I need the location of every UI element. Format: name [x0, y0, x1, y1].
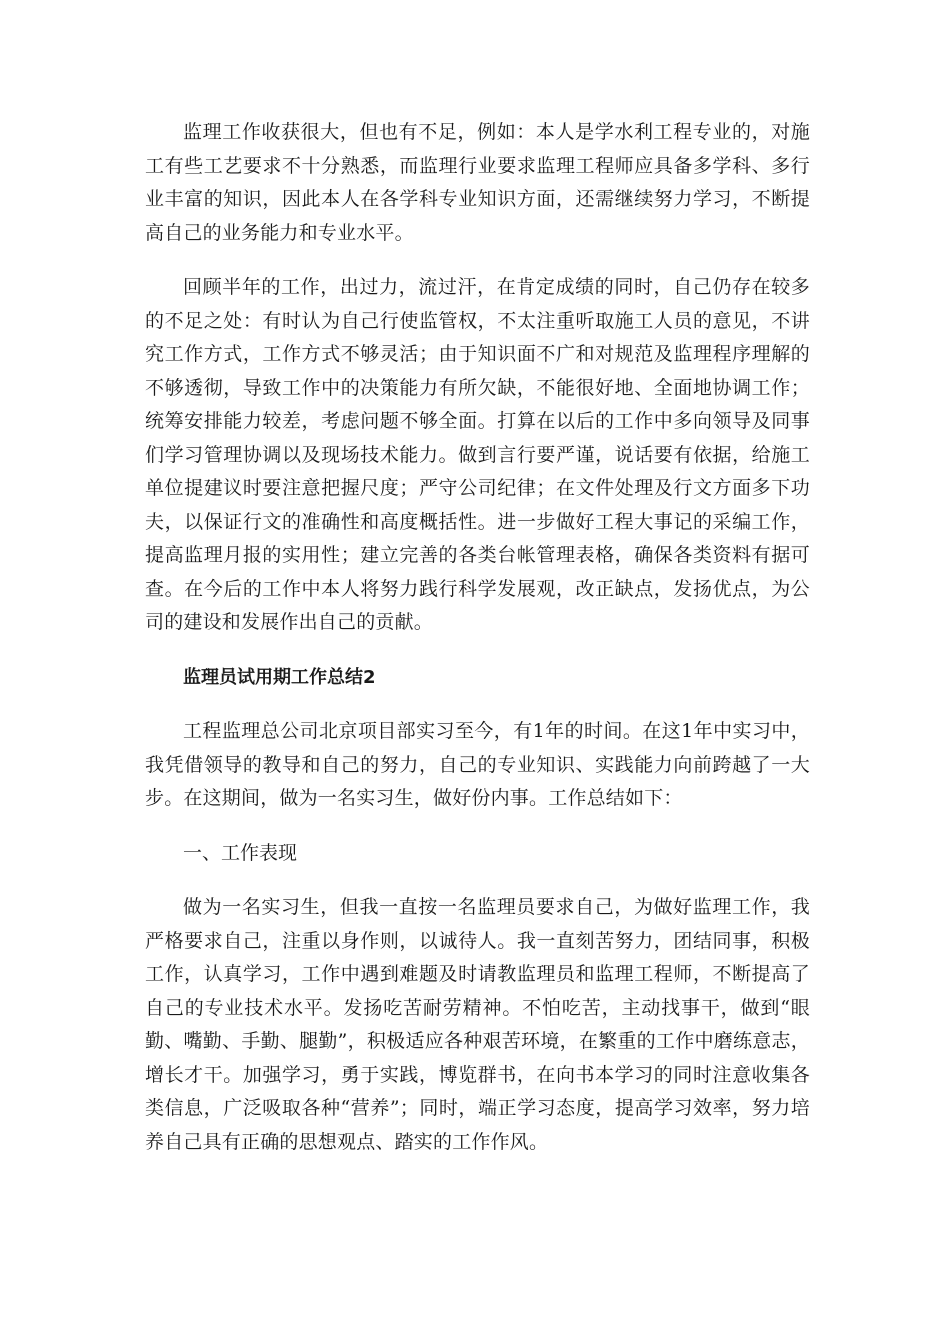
- paragraph-shortcomings-knowledge: 监理工作收获很大，但也有不足，例如：本人是学水利工程专业的，对施工有些工艺要求不十分熟悉，而监理行业要求监理工程师应具备多学科、多行业丰富的知识，因此本人在各学科专业知识方面，还需继续努力学习，不断提高自己的业务能力和专业水平。: [145, 121, 810, 244]
- paragraph-internship-intro: 工程监理总公司北京项目部实习至今，有1年的时间。在这1年中实习中，我凭借领导的教导和自己的努力，自己的专业知识、实践能力向前跨越了一大步。在这期间，做为一名实习生，做好份内事。工作总结如下：: [145, 720, 810, 809]
- paragraph-gap: [145, 640, 810, 661]
- subsection-title: 一、工作表现: [183, 841, 298, 864]
- paragraph-gap: [145, 816, 810, 837]
- paragraph-half-year-review: 回顾半年的工作，出过力，流过汗，在肯定成绩的同时，自己仍存在较多的不足之处：有时认为自己行使监管权，不太注重听取施工人员的意见，不讲究工作方式，工作方式不够灵活；由于知识面不广和对规范及监理程序理解的不够透彻，导致工作中的决策能力有所欠缺，不能很好地、全面地协调工作；统筹安排能力较差，考虑问题不够全面。打算在以后的工作中多向领导及同事们学习管理协调以及现场技术能力。做到言行要严谨，说话要有依据，给施工单位提建议时要注意把握尺度；严守公司纪律；在文件处理及行文方面多下功夫，以保证行文的准确性和高度概括性。进一步做好工程大事记的采编工作，提高监理月报的实用性；建立完善的各类台帐管理表格，确保各类资料有据可查。在今后的工作中本人将努力践行科学发展观，改正缺点，发扬优点，为公司的建设和发展作出自己的贡献。: [145, 276, 810, 633]
- paragraph-gap: [145, 694, 810, 715]
- paragraph-gap: [145, 250, 810, 271]
- section-heading: 监理员试用期工作总结2: [183, 666, 376, 688]
- paragraph-work-performance: 做为一名实习生，但我一直按一名监理员要求自己，为做好监理工作，我严格要求自己，注重以身作则，以诚待人。我一直刻苦努力，团结同事，积极工作，认真学习，工作中遇到难题及时请教监理员和监理工程师，不断提高了自己的专业技术水平。发扬吃苦耐劳精神。不怕吃苦，主动找事干，做到“眼勤、嘴勤、手勤、腿勤”，积极适应各种艰苦环境，在繁重的工作中磨练意志，增长才干。加强学习，勇于实践，博览群书，在向书本学习的同时注意收集各类信息，广泛吸取各种“营养”；同时，端正学习态度，提高学习效率，努力培养自己具有正确的思想观点、踏实的工作作风。: [145, 896, 810, 1153]
- document-page: [145, 116, 810, 1159]
- paragraph-gap: [145, 870, 810, 891]
